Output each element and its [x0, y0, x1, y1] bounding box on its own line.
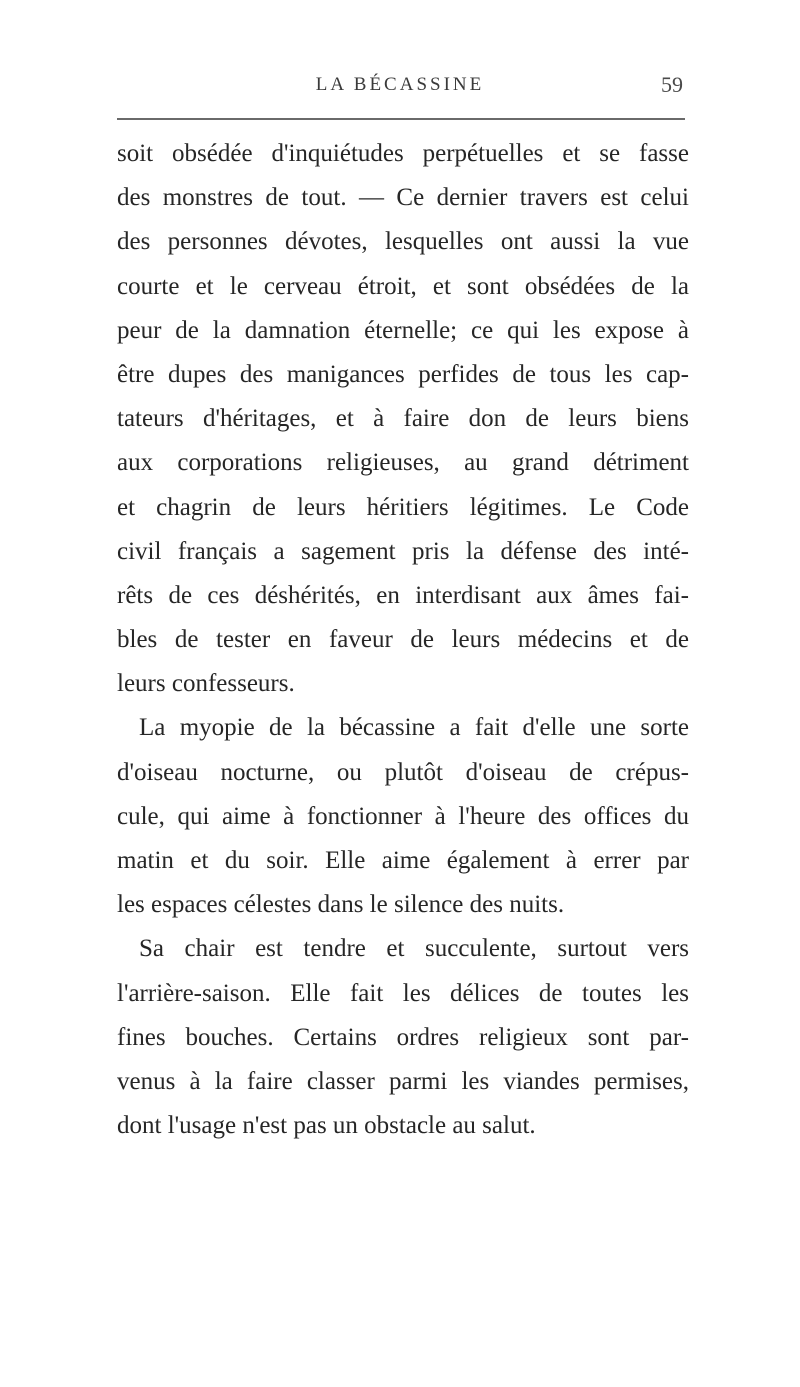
text-line: aux corporations religieuses, au grand détriment: [117, 449, 689, 477]
running-title: LA BÉCASSINE: [315, 74, 485, 95]
page-number: 59: [661, 72, 683, 97]
text-line: soit obsédée d'inquiétudes perpétuelles et se fasse: [117, 140, 689, 167]
text-line: peur de la damnation éternelle; ce qui les expose à: [117, 316, 689, 344]
header-rule: [117, 118, 685, 120]
text-line: les espaces célestes dans le silence des nuits.: [117, 891, 565, 919]
text-line: dont l'usage n'est pas un obstacle au salut.: [117, 1112, 536, 1140]
body-text: [117, 132, 689, 1148]
text-line: être dupes des manigances perfides de tous les cap-: [117, 360, 689, 388]
text-line: rêts de ces déshérités, en interdisant aux âmes fai-: [117, 581, 689, 609]
text-line: tateurs d'héritages, et à faire don de leurs biens: [117, 405, 689, 433]
text-line: d'oiseau nocturne, ou plutôt d'oiseau de crépus-: [117, 758, 689, 786]
text-line: bles de tester en faveur de leurs médecins et de: [117, 626, 689, 654]
text-line: courte et le cerveau étroit, et sont obsédées de la: [117, 272, 689, 300]
text-line: fines bouches. Certains ordres religieux sont par-: [117, 1023, 689, 1051]
text-line: et chagrin de leurs héritiers légitimes. Le Code: [117, 493, 689, 521]
text-line: des monstres de tout. — Ce dernier travers est celui: [117, 184, 689, 212]
text-line: des personnes dévotes, lesquelles ont aussi la vue: [117, 228, 689, 256]
text-line: matin et du soir. Elle aime également à errer par: [117, 847, 689, 874]
text-line: civil français a sagement pris la défense des inté-: [117, 537, 689, 565]
text-line: leurs confesseurs.: [117, 670, 295, 698]
text-line: Sa chair est tendre et succulente, surtout vers: [139, 935, 689, 963]
text-line: l'arrière-saison. Elle fait les délices de toutes les: [117, 979, 689, 1007]
running-head: [117, 74, 683, 104]
text-line: La myopie de la bécassine a fait d'elle une sorte: [139, 714, 689, 742]
text-line: venus à la faire classer parmi les viandes permises,: [117, 1067, 689, 1095]
text-line: cule, qui aime à fonctionner à l'heure des offices du: [117, 802, 689, 830]
